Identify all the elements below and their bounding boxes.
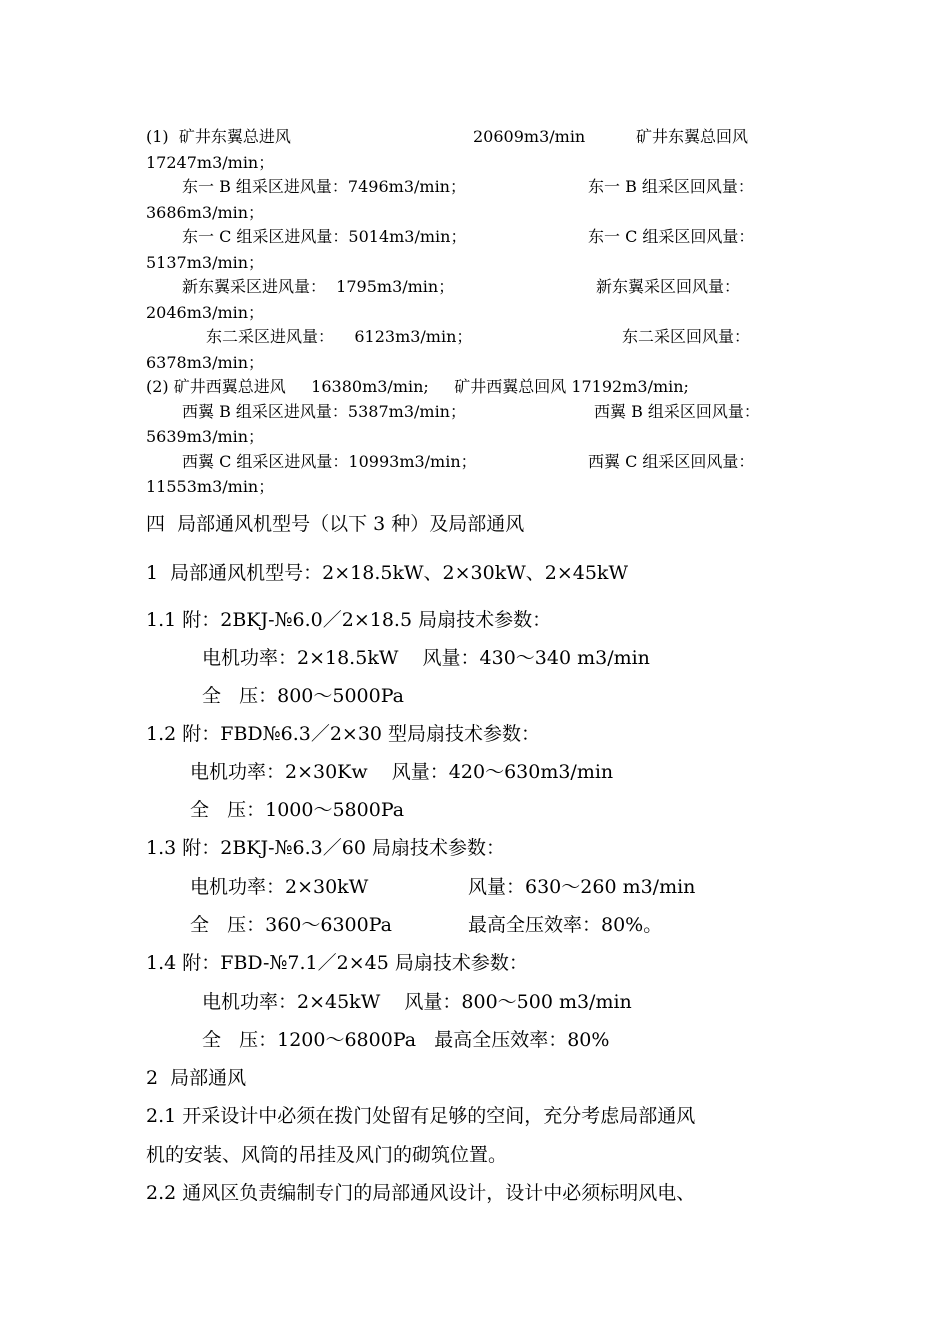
fan-1-1-power: 电机功率：2×18.5kW 风量：430～340 m3/min xyxy=(202,647,650,669)
east1-b-out-label: 东一 B 组采区回风量： xyxy=(588,177,754,196)
east-total-out-label: 矿井东翼总回风 xyxy=(636,127,749,146)
fan-1-4-pressure: 全 压：1200～6800Pa 最高全压效率：80% xyxy=(202,1029,610,1051)
fan-1-3-power: 电机功率：2×30kW xyxy=(190,876,369,898)
west-b-in: 西翼 B 组采区进风量：5387m3/min； xyxy=(182,402,466,421)
east1-b-in: 东一 B 组采区进风量：7496m3/min； xyxy=(182,177,466,196)
fan-1-2-pressure: 全 压：1000～5800Pa xyxy=(190,799,405,821)
fan-1-4-power: 电机功率：2×45kW 风量：800～500 m3/min xyxy=(202,991,632,1013)
east1-c-out-label: 东一 C 组采区回风量： xyxy=(588,227,755,246)
east2-in: 东二采区进风量： 6123m3/min； xyxy=(206,327,473,346)
new-east-out-value: 2046m3/min； xyxy=(146,303,265,322)
fan-1-3-title: 1.3 附：2BKJ-№6.3／60 局扇技术参数： xyxy=(146,837,505,859)
fan-1-3-pressure: 全 压：360～6300Pa xyxy=(190,914,392,936)
paragraph-2-1-line2: 机的安装、风筒的吊挂及风门的砌筑位置。 xyxy=(146,1144,508,1166)
fan-models-item: 1 局部通风机型号：2×18.5kW、2×30kW、2×45kW xyxy=(146,562,628,584)
east2-out-label: 东二采区回风量： xyxy=(622,327,751,346)
section-heading: 四 局部通风机型号（以下 3 种）及局部通风 xyxy=(146,513,525,535)
east1-b-out-value: 3686m3/min； xyxy=(146,203,265,222)
fan-1-3-efficiency: 最高全压效率：80%。 xyxy=(468,914,663,936)
east1-c-out-value: 5137m3/min； xyxy=(146,253,265,272)
local-ventilation-heading: 2 局部通风 xyxy=(146,1067,247,1089)
west-c-in: 西翼 C 组采区进风量：10993m3/min； xyxy=(182,452,477,471)
east2-out-value: 6378m3/min； xyxy=(146,353,265,372)
fan-1-3-flow: 风量：630～260 m3/min xyxy=(468,876,696,898)
east-total-in-label: (1) 矿井东翼总进风 xyxy=(146,127,291,146)
west-b-out-label: 西翼 B 组采区回风量： xyxy=(594,402,760,421)
paragraph-2-1-line1: 2.1 开采设计中必须在拨门处留有足够的空间，充分考虑局部通风 xyxy=(146,1105,696,1127)
fan-1-2-title: 1.2 附：FBD№6.3／2×30 型局扇技术参数： xyxy=(146,723,541,745)
fan-1-4-title: 1.4 附：FBD-№7.1／2×45 局扇技术参数： xyxy=(146,952,528,974)
fan-1-2-power: 电机功率：2×30Kw 风量：420～630m3/min xyxy=(190,761,614,783)
new-east-out-label: 新东翼采区回风量： xyxy=(596,277,741,296)
fan-1-1-title: 1.1 附：2BKJ-№6.0／2×18.5 局扇技术参数： xyxy=(146,609,552,631)
west-b-out-value: 5639m3/min； xyxy=(146,427,265,446)
east1-c-in: 东一 C 组采区进风量：5014m3/min； xyxy=(182,227,467,246)
west-total-line: (2) 矿井西翼总进风 16380m3/min; 矿井西翼总回风 17192m3/min; xyxy=(146,377,689,396)
fan-1-1-pressure: 全 压：800～5000Pa xyxy=(202,685,404,707)
east-total-out-value: 17247m3/min； xyxy=(146,153,275,172)
east-total-in-value: 20609m3/min xyxy=(473,127,586,146)
west-c-out-label: 西翼 C 组采区回风量： xyxy=(588,452,755,471)
paragraph-2-2-line1: 2.2 通风区负责编制专门的局部通风设计，设计中必须标明风电、 xyxy=(146,1182,696,1204)
new-east-in: 新东翼采区进风量： 1795m3/min； xyxy=(182,277,455,296)
west-c-out-value: 11553m3/min； xyxy=(146,477,275,496)
